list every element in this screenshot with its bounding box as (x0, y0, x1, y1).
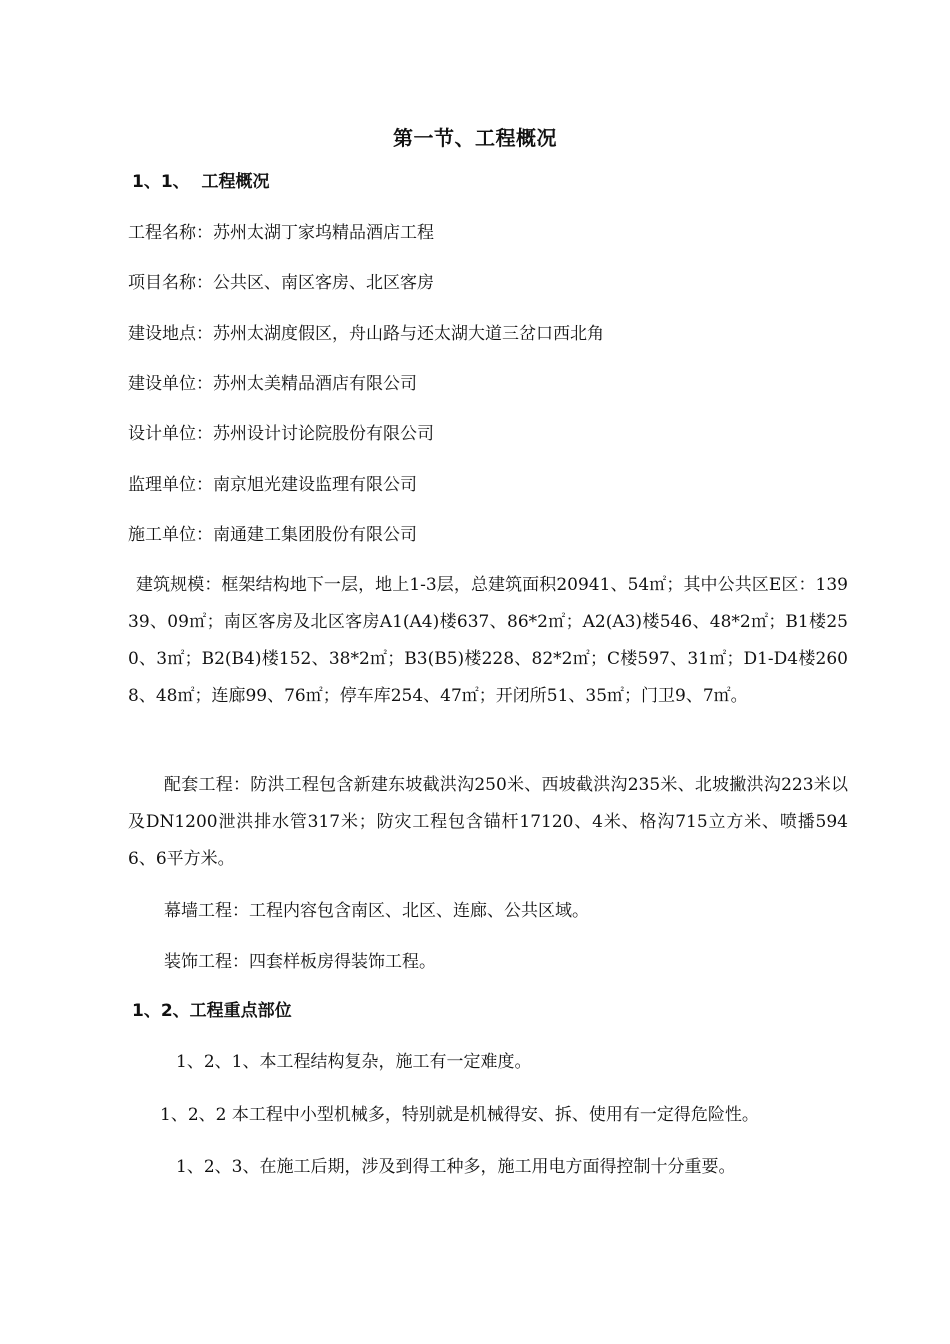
supporting-works-paragraph: 配套工程：防洪工程包含新建东坡截洪沟250米、西坡截洪沟235米、北坡撇洪沟223米以及DN1200泄洪排水管317米；防灾工程包含锚杆17120、4米、格沟715立方米、喷播5946、6平方米。 (128, 775, 848, 869)
contractor-unit-line: 施工单位：南通建工集团股份有限公司 (128, 525, 417, 545)
supervision-unit-line: 监理单位：南京旭光建设监理有限公司 (128, 475, 417, 495)
key-point-3: 1、2、3、在施工后期，涉及到得工种多，施工用电方面得控制十分重要。 (176, 1157, 736, 1177)
curtain-wall-line: 幕墙工程：工程内容包含南区、北区、连廊、公共区域。 (164, 901, 589, 921)
heading-key-parts: 1、2、工程重点部位 (132, 1001, 292, 1021)
construction-site-line: 建设地点：苏州太湖度假区，舟山路与还太湖大道三岔口西北角 (128, 324, 604, 344)
key-point-2: 1、2、2 本工程中小型机械多，特别就是机械得安、拆、使用有一定得危险性。 (160, 1105, 759, 1125)
owner-unit-line: 建设单位：苏州太美精品酒店有限公司 (128, 374, 417, 394)
design-unit-line: 设计单位：苏州设计讨论院股份有限公司 (128, 424, 434, 444)
item-name-line: 项目名称：公共区、南区客房、北区客房 (128, 273, 434, 293)
key-point-1: 1、2、1、本工程结构复杂，施工有一定难度。 (176, 1052, 532, 1072)
decoration-line: 装饰工程：四套样板房得装饰工程。 (164, 952, 436, 972)
heading-project-overview: 1、1、 工程概况 (132, 172, 270, 192)
project-name-line: 工程名称：苏州太湖丁家坞精品酒店工程 (128, 223, 434, 243)
building-scale-paragraph: 建筑规模：框架结构地下一层，地上1-3层，总建筑面积20941、54㎡；其中公共区E区：13939、09㎡；南区客房及北区客房A1(A4)楼637、86*2㎡；A2(A3)楼546、48*2㎡；B1楼250、3㎡；B2(B4)楼152、38*2㎡；B3(B5)楼228、82*2㎡；C楼597、31㎡；D1-D4楼2608、48㎡；连廊99、76㎡；停车库254、47㎡；开闭所51、35㎡；门卫9、7㎡。 (128, 575, 848, 706)
section-title: 第一节、工程概况 (393, 126, 557, 150)
